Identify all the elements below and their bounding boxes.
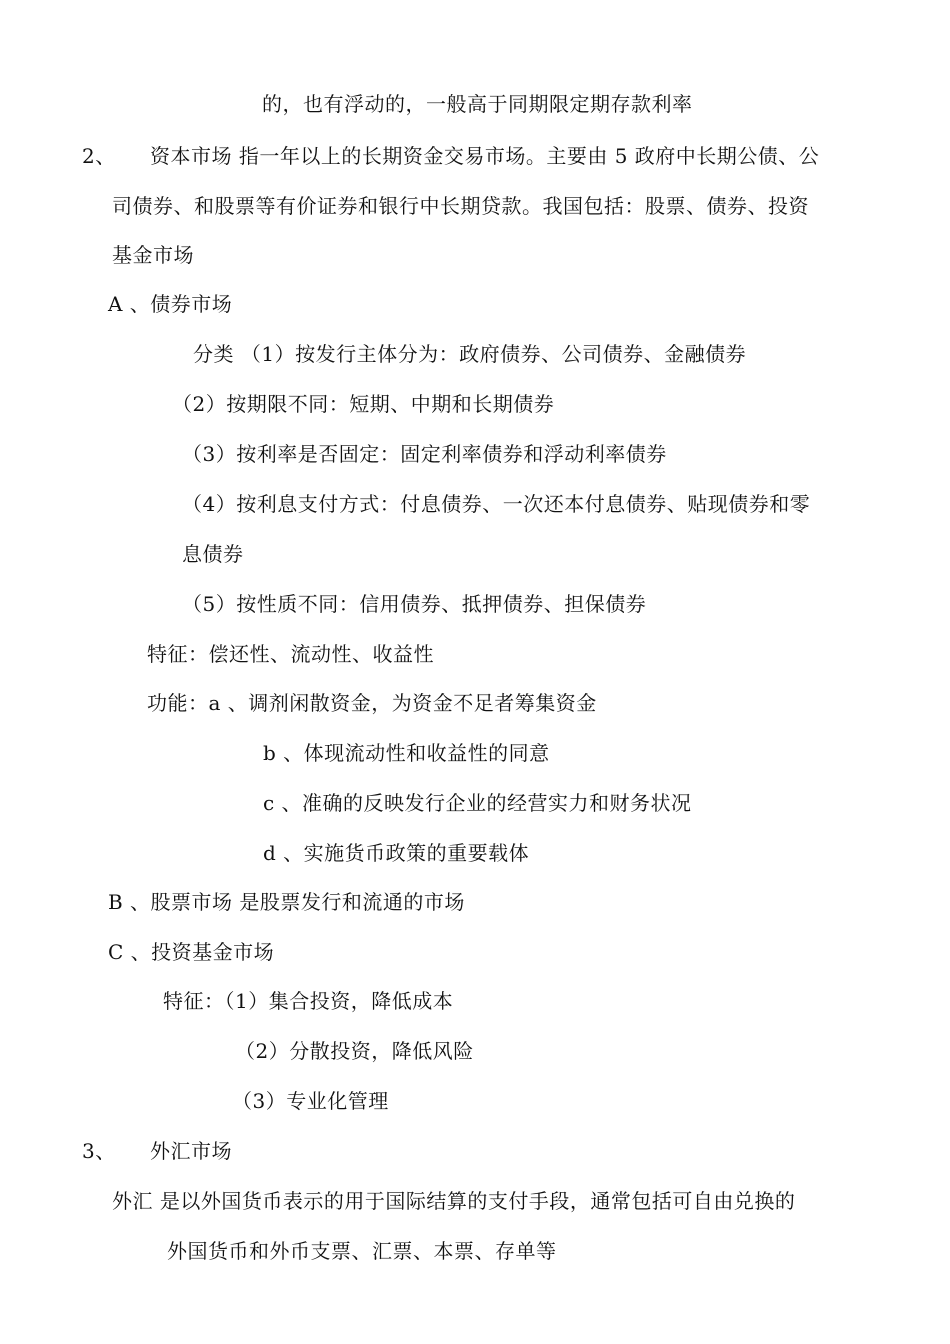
classification-2: （2）按期限不同：短期、中期和长期债券 [172, 392, 555, 416]
text-line-1: 的，也有浮动的，一般高于同期限定期存款利率 [262, 92, 693, 116]
section-number-3: 3、 [82, 1139, 116, 1163]
bond-function-d: d 、实施货币政策的重要载体 [263, 841, 530, 865]
bond-function-c: c 、准确的反映发行企业的经营实力和财务状况 [263, 791, 692, 815]
fund-feature-3: （3）专业化管理 [232, 1089, 389, 1113]
classification-4: （4）按利息支付方式：付息债券、一次还本付息债券、贴现债券和零 [182, 492, 811, 516]
capital-market-definition: 资本市场 指一年以上的长期资金交易市场。主要由 5 政府中长期公债、公 [150, 144, 820, 168]
classification-3: （3）按利率是否固定：固定利率债券和浮动利率债券 [182, 442, 667, 466]
fx-definition-cont: 外国货币和外币支票、汇票、本票、存单等 [167, 1239, 557, 1263]
bond-function-b: b 、体现流动性和收益性的同意 [263, 741, 550, 765]
classification-4-cont: 息债券 [182, 542, 244, 566]
fund-feature-1: 特征：（1）集合投资，降低成本 [163, 989, 454, 1013]
bond-features: 特征：偿还性、流动性、收益性 [147, 642, 434, 666]
fx-definition: 外汇 是以外国货币表示的用于国际结算的支付手段，通常包括可自由兑换的 [112, 1189, 796, 1213]
text-line-3: 司债券、和股票等有价证券和银行中长期贷款。我国包括：股票、债券、投资 [112, 194, 809, 218]
stock-market-heading: B 、股票市场 是股票发行和流通的市场 [108, 890, 465, 914]
section-number-2: 2、 [82, 144, 116, 168]
bond-function-a: 功能：a 、调剂闲散资金，为资金不足者筹集资金 [147, 691, 597, 715]
fund-feature-2: （2）分散投资，降低风险 [235, 1039, 474, 1063]
fund-market-heading: C 、投资基金市场 [108, 940, 275, 964]
fx-market-heading: 外汇市场 [150, 1139, 232, 1163]
text-line-4: 基金市场 [112, 243, 194, 267]
bond-market-heading: A 、债券市场 [108, 292, 233, 316]
classification-1: 分类 （1）按发行主体分为：政府债券、公司债券、金融债券 [193, 342, 747, 366]
classification-5: （5）按性质不同：信用债券、抵押债券、担保债券 [182, 592, 647, 616]
